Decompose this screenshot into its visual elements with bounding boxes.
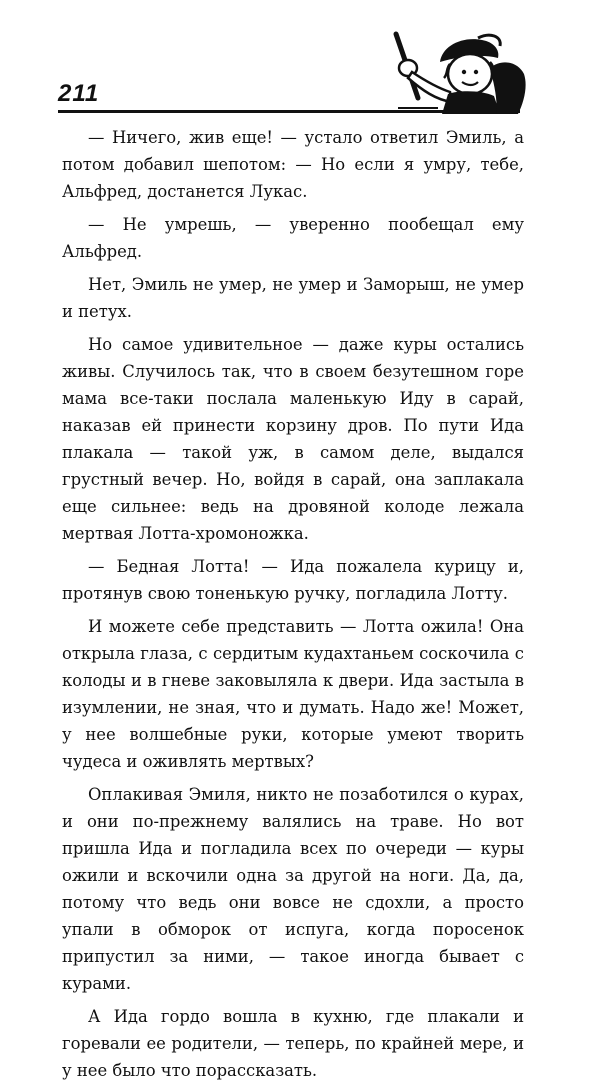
page-number: 211 (58, 80, 100, 107)
paragraph: Но самое удивительное — даже куры остались живы. Случилось так, что в своем безутешном горе мама все-таки послала маленькую Иду в сарай, наказав ей принести корзину дров. По пути Ида плакала — такой уж, в самом деле, выдался грустный вечер. Но, войдя в сарай, она заплакала еще сильнее: ведь на дровяной колоде лежала мертвая Лотта-хромоножка. (62, 335, 524, 543)
body-text (62, 124, 524, 1090)
paragraph: Нет, Эмиль не умер, не умер и Заморыш, не умер и петух. (62, 275, 524, 321)
paragraph: Оплакивая Эмиля, никто не позаботился о курах, и они по-прежнему валялись на траве. Но вот пришла Ида и погладила всех по очереди — куры ожили и вскочили одна за другой на ноги. Да, да, потому что ведь они вовсе не сдохли, а просто упали в обморок от испуга, когда поросенок припустил за ними, — такое иногда бывает с курами. (62, 785, 524, 993)
boy-with-stick-illustration (378, 28, 528, 114)
paragraph: И можете себе представить — Лотта ожила! Она открыла глаза, с сердитым кудахтаньем соскочила с колоды и в гневе заковыляла к двери. Ида застыла в изумлении, не зная, что и думать. Надо же! Может, у нее волшебные руки, которые умеют творить чудеса и оживлять мертвых? (62, 617, 524, 771)
paragraph: — Бедная Лотта! — Ида пожалела курицу и, протянув свою тоненькую ручку, погладила Лотту. (62, 557, 524, 603)
page-header (0, 0, 600, 120)
paragraph: — Не умрешь, — уверенно пообещал ему Альфред. (62, 215, 524, 261)
paragraph: А Ида гордо вошла в кухню, где плакали и горевали ее родители, — теперь, по крайней мере, и у нее было что порассказать. (62, 1007, 524, 1080)
paragraph: — Ничего, жив еще! — устало ответил Эмиль, а потом добавил шепотом: — Но если я умру, тебе, Альфред, достанется Лукас. (62, 128, 524, 201)
